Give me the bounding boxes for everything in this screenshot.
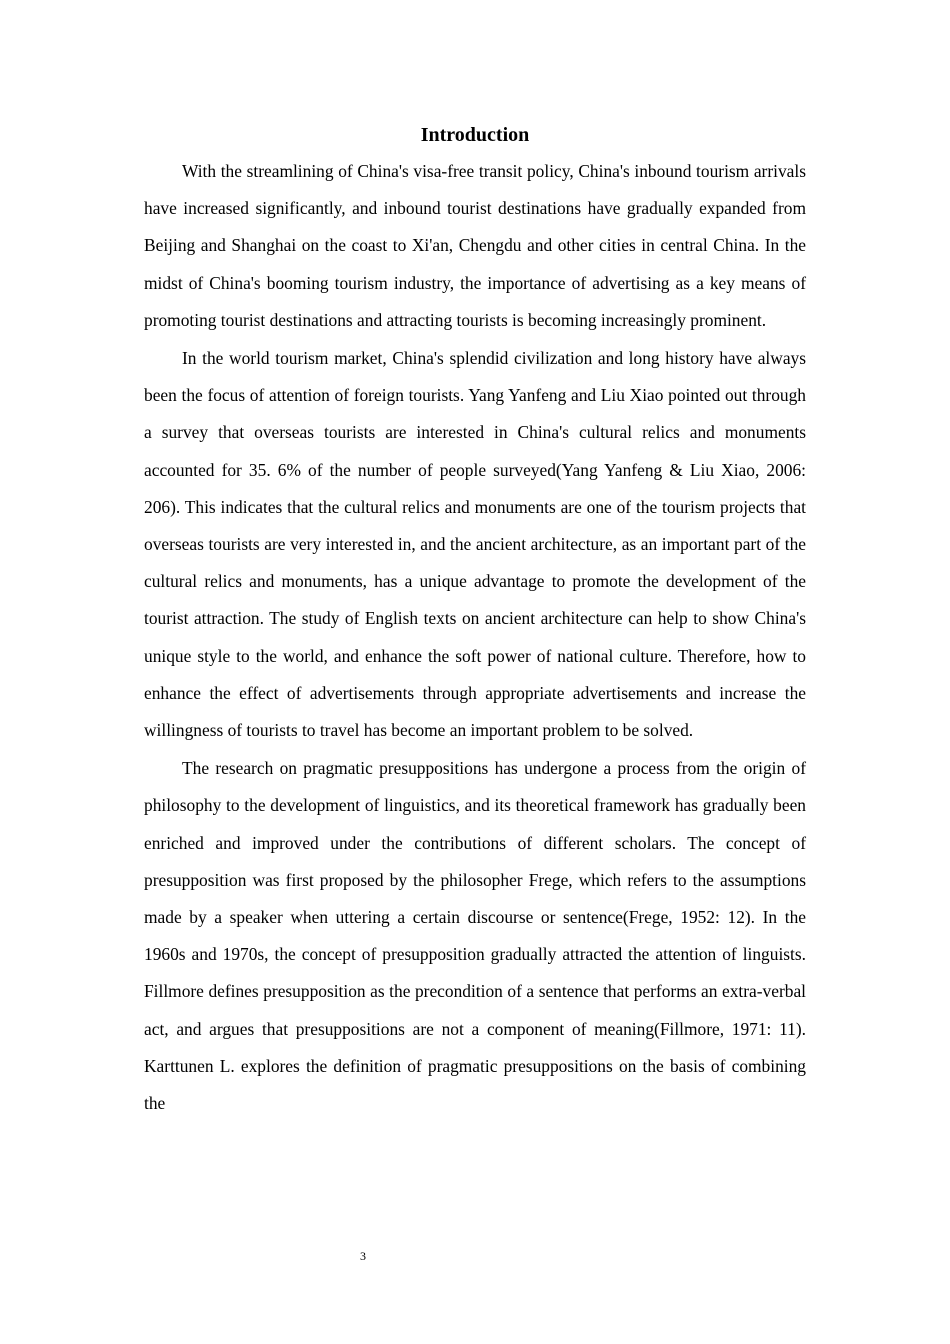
paragraph-1: With the streamlining of China's visa-free transit policy, China's inbound tourism arrivals have increased significantly, and inbound tourist destinations have gradually expanded from Beijing and Shanghai on the coast to Xi'an, Chengdu and other cities in central China. In the midst of China's booming tourism industry, the importance of advertising as a key means of promoting tourist destinations and attracting tourists is becoming increasingly prominent. (144, 161, 806, 330)
page-number: 3 (360, 1249, 366, 1263)
page-content (144, 118, 806, 1122)
paragraph-2: In the world tourism market, China's splendid civilization and long history have always been the focus of attention of foreign tourists. Yang Yanfeng and Liu Xiao pointed out through a survey that overseas tourists are interested in China's cultural relics and monuments accounted for 35. 6% of the number of people surveyed(Yang Yanfeng & Liu Xiao, 2006: 206). This indicates that the cultural relics and monuments are one of the tourism projects that overseas tourists are very interested in, and the ancient architecture, as an important part of the cultural relics and monuments, has a unique advantage to promote the development of the tourist attraction. The study of English texts on ancient architecture can help to show China's unique style to the world, and enhance the soft power of national culture. Therefore, how to enhance the effect of advertisements through appropriate advertisements and increase the willingness of tourists to travel has become an important problem to be solved. (144, 348, 806, 741)
section-title: Introduction (420, 124, 530, 146)
paragraph-3: The research on pragmatic presuppositions has undergone a process from the origin of philosophy to the development of linguistics, and its theoretical framework has gradually been enriched and improved under the contributions of different scholars. The concept of presupposition was first proposed by the philosopher Frege, which refers to the assumptions made by a speaker when uttering a certain discourse or sentence(Frege, 1952: 12). In the 1960s and 1970s, the concept of presupposition gradually attracted the attention of linguists. Fillmore defines presupposition as the precondition of a sentence that performs an extra-verbal act, and argues that presuppositions are not a component of meaning(Fillmore, 1971: 11). Karttunen L. explores the definition of pragmatic presuppositions on the basis of combining the (144, 758, 806, 1114)
